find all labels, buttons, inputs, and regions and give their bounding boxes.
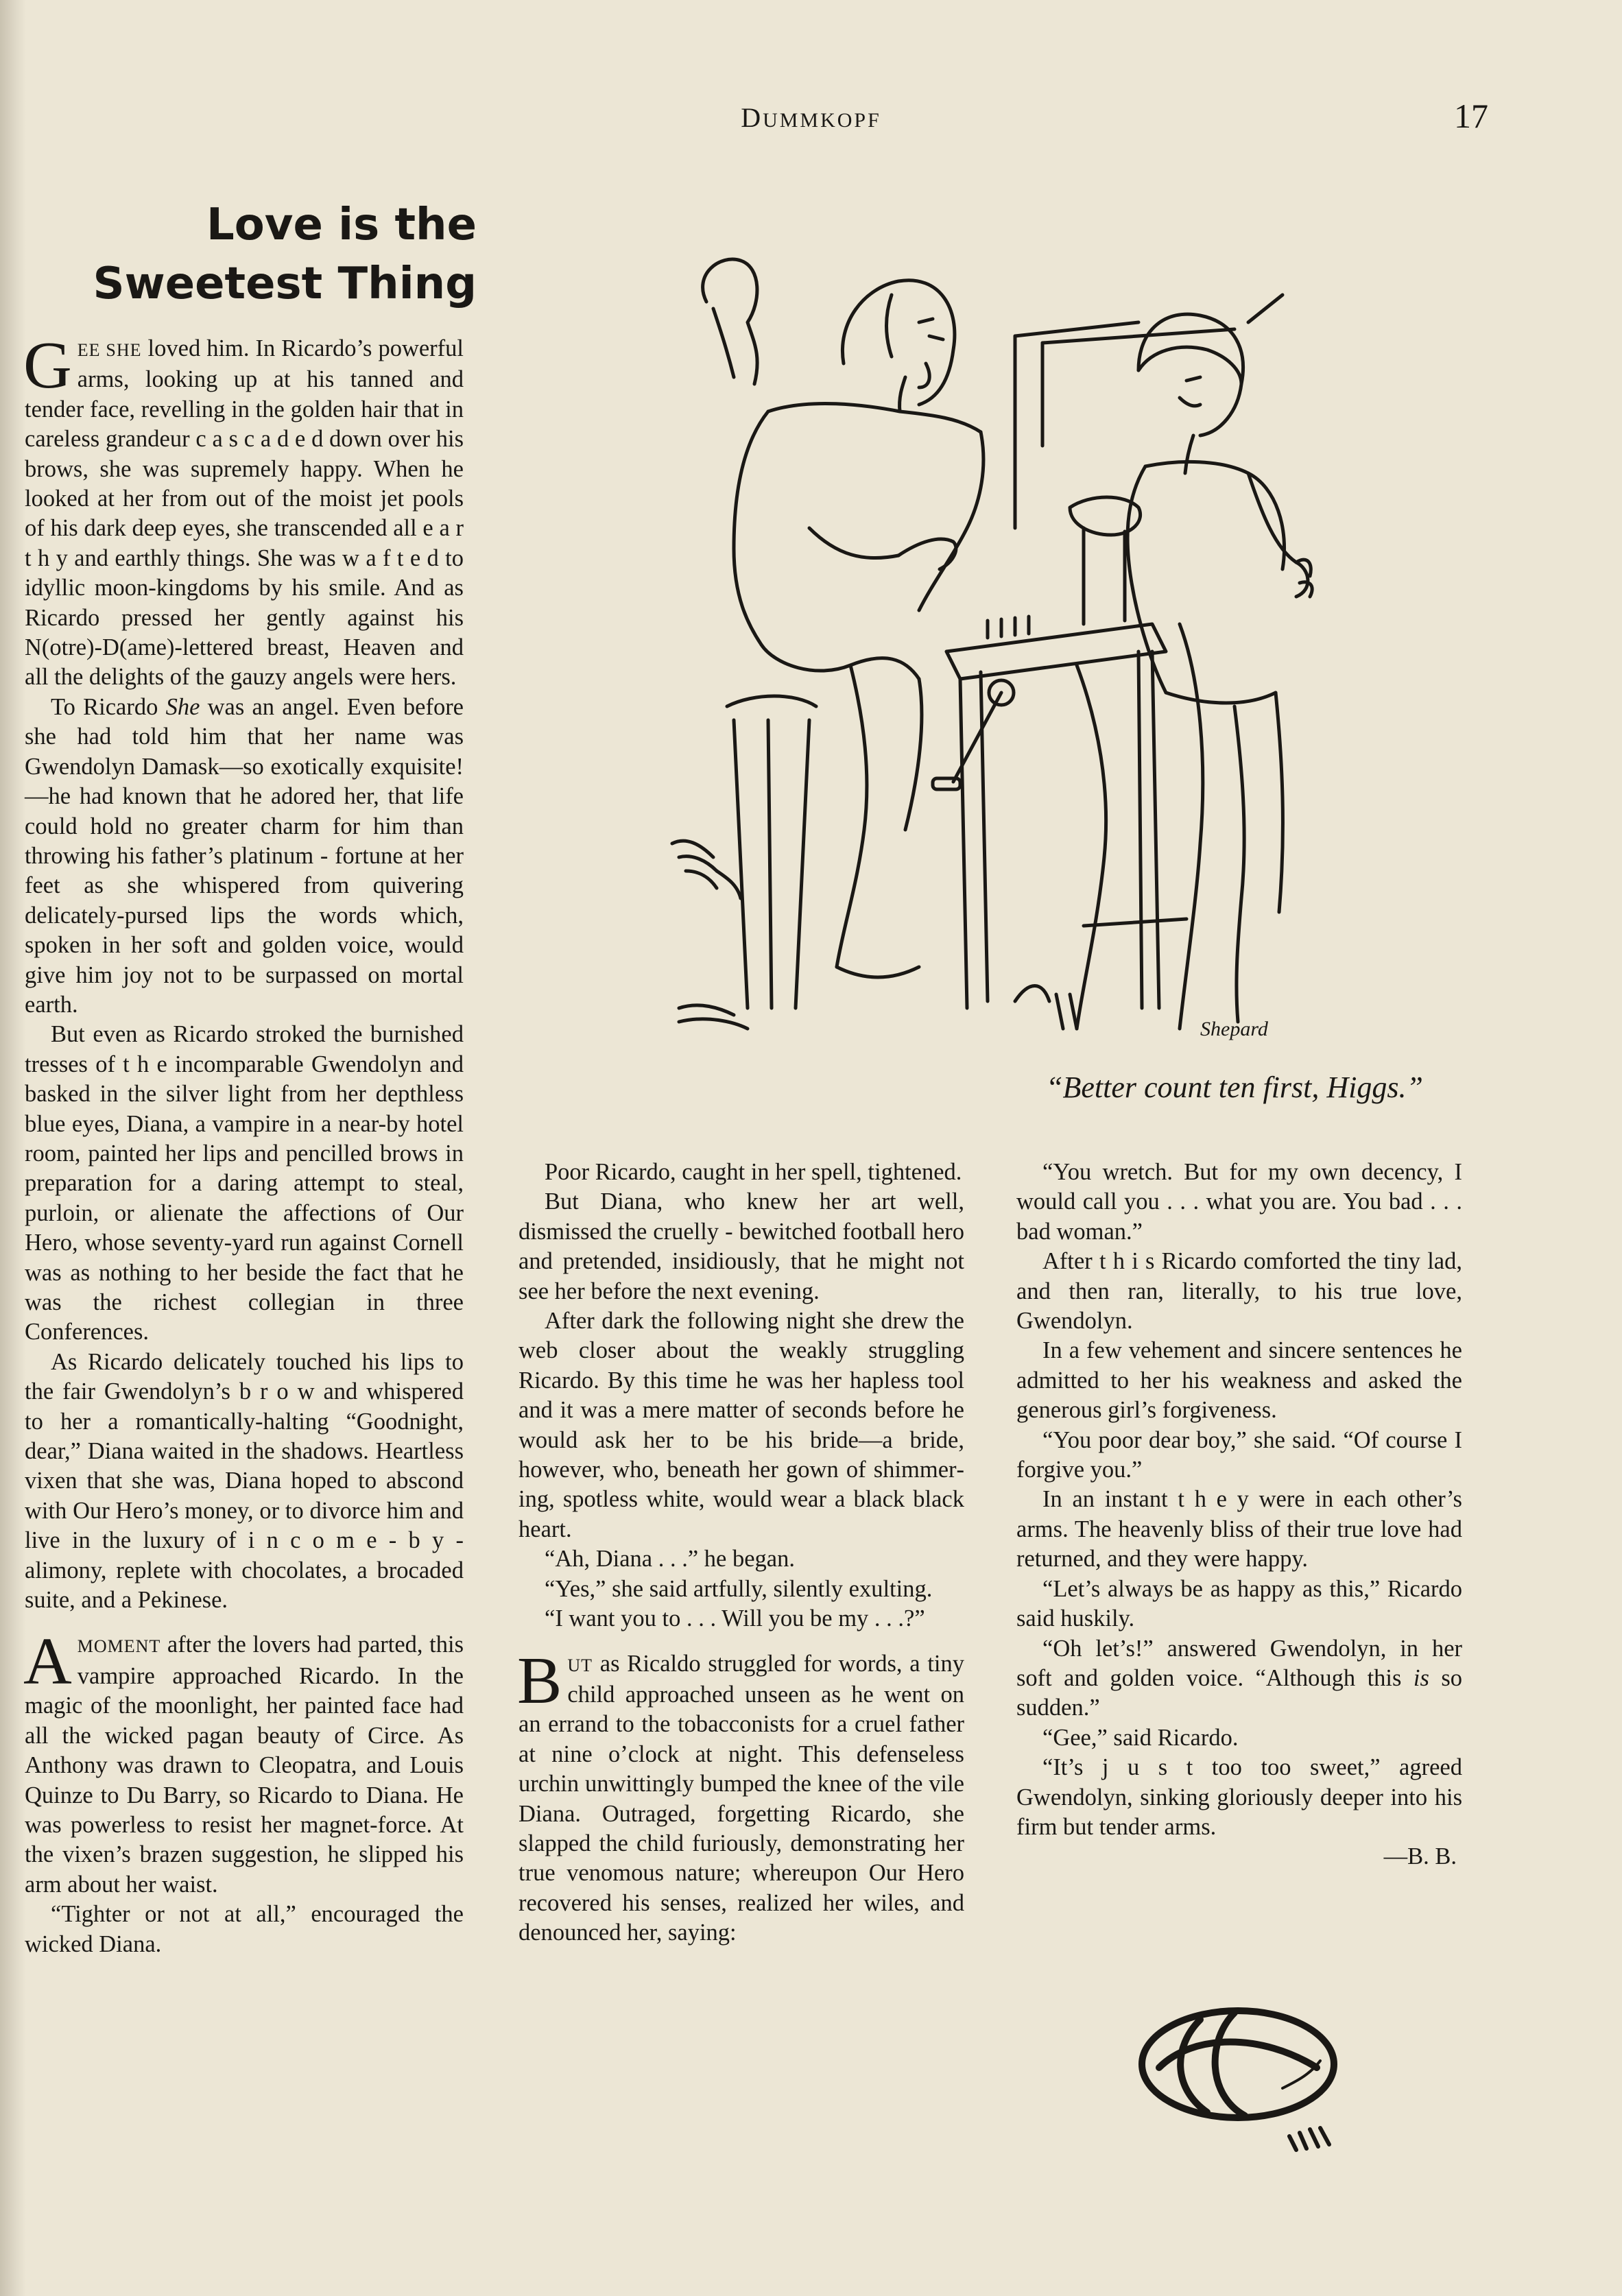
article-title: Love is the Sweetest Thing	[93, 200, 477, 309]
page-number: 17	[1454, 97, 1488, 135]
author-signature: —B. B.	[1383, 1843, 1457, 1870]
paragraph: “Let’s always be as happy as this,” Ricardo said huskily.	[1016, 1575, 1462, 1632]
paragraph	[23, 328, 464, 693]
drop-cap: A	[23, 1625, 72, 1699]
paragraph: After t h i s Ricardo comforted the tiny lad, and then ran, literally, to his true love, Gwendolyn.	[1016, 1248, 1462, 1335]
lead-in-smallcaps: MOMENT	[77, 1636, 161, 1657]
paragraph	[23, 1625, 464, 1900]
paragraph-text: after the lovers had parted, this vampire approached Ricardo. In the magic of the moonlight, her painted face had all the wicked pagan beauty of Circe. As Anthony was drawn to Cleopatra, and Louis Quinze to Du Barry, so Ricardo to Diana. He was powerless to resist her magnet-force. At the vixen’s brazen suggestion, he slipped his arm about her waist.	[25, 1631, 464, 1898]
running-head-initial: D	[741, 102, 763, 133]
paragraph-text: loved him. In Ricardo’s powerful arms, looking up at his tanned and tender face, revelling in the golden hair that in careless grandeur c a s c a d e d down over his brows, she was supremely happy. When he looked at her from out of the moist jet pools of his dark deep eyes, she transcended all e a r t h y and earthly things. She was w a f t e d to idyllic moon-kingdoms by his smile. And as Ricardo pressed her gently against his N(otre)-D(ame)-lettered breast, Heaven and all the delights of the gauzy angels were hers.	[25, 335, 464, 691]
lead-in-smallcaps: UT	[567, 1655, 593, 1675]
paragraph: But even as Ricardo stroked the burnished tresses of t h e incomparable Gwendolyn and basked in the silver light from her depthless blue eyes, Diana, a vampire in a near-by hotel room, painted her lips and pencilled brows in preparation for a daring attempt to steal, purloin, or alienate the affections of Our Hero, whose seventy-yard run against Cornell was as nothing to her beside the fact that he was the richest collegian in three Conferences.	[25, 1021, 464, 1346]
text-column-1	[23, 328, 464, 1959]
paragraph: After dark the following night she drew the web closer about the weakly struggling Ricardo. By this time he was her hapless tool and it was a mere matter of seconds before he would ask her to be his bride—a bride, however, who, beneath her gown of shimmering, spotless white, would wear a black black heart.	[518, 1308, 964, 1542]
paragraph: But Diana, who knew her art well, dismissed the cruelly - bewitched football hero and pretended, insidiously, that he might not see her before the next evening.	[518, 1188, 964, 1304]
text-column-3	[1016, 1158, 1462, 1872]
paragraph: “Oh let’s!” answered Gwendolyn, in her soft and golden voice. “Although this is so sudden.”	[1016, 1635, 1462, 1721]
paragraph: “Yes,” she said artfully, silently exulting.	[545, 1575, 933, 1602]
paragraph: “I want you to . . . Will you be my . . .?”	[545, 1605, 925, 1632]
paragraph: “Tighter or not at all,” encouraged the wicked Diana.	[25, 1901, 464, 1957]
paragraph: As Ricardo delicately touched his lips to the fair Gwendolyn’s b r o w and whispered to her a romantically-halting “Goodnight, dear,” Diana waited in the shadows. Heartless vixen that she was, Diana hoped to abscond with Our Hero’s money, or to divorce him and live in the luxury of i n c o m e - b y - alimony, replete with chocolates, a brocaded suite, and a Pekinese.	[25, 1348, 464, 1614]
paragraph: “Ah, Diana . . .” he began.	[545, 1546, 795, 1572]
page-binding-shadow	[0, 0, 26, 2296]
artist-signature: Shepard	[1200, 1018, 1268, 1040]
running-head	[0, 101, 1622, 134]
drop-cap: G	[23, 328, 72, 403]
paragraph: In an instant t h e y were in each other’s arms. The heavenly bliss of their true love had returned, and they were happy.	[1016, 1486, 1462, 1572]
paragraph: Poor Ricardo, caught in her spell, tightened.	[545, 1159, 962, 1185]
cartoon-caption: “Better count ten first, Higgs.”	[1046, 1071, 1423, 1104]
text-column-2	[518, 1158, 964, 1948]
paragraph: “Gee,” said Ricardo.	[1042, 1724, 1239, 1751]
paragraph: In a few vehement and sincere sentences he admitted to her his weakness and asked the generous girl’s forgiveness.	[1016, 1337, 1462, 1424]
paragraph: “You wretch. But for my own decency, I would call you . . . what you are. You bad . . . bad woman.”	[1016, 1159, 1462, 1245]
paragraph: “You poor dear boy,” she said. “Of course I forgive you.”	[1016, 1426, 1462, 1483]
paragraph-text: as Ricaldo struggled for words, a tiny child approached unseen as he went on an errand to the tobacconists for a cruel father at nine o’clock at night. This defenseless urchin unwittingly bumped the knee of the vile Diana. Outraged, forgetting Ricardo, she slapped the child furiously, demonstrating her true venomous nature; whereupon Our Hero recovered his senses, realized her wiles, and denounced her, saying:	[518, 1650, 964, 1946]
running-head-smallcaps: UMMKOPF	[763, 109, 881, 132]
paragraph: To Ricardo She was an angel. Even before she had told him that her name was Gwendolyn Damask—so exotically exquisite!—he had known that he adored her, that life could hold no greater charm for him than throwing his father’s platinum - fortune at her feet as she whispered from quivering delicately-pursed lips the words which, spoken in her soft and golden voice, would give him joy not to be surpassed on mortal earth.	[25, 693, 464, 1018]
cartoon-illustration	[658, 240, 1317, 1049]
drop-cap: B	[517, 1643, 562, 1718]
football-icon	[1125, 1992, 1358, 2157]
paragraph	[517, 1643, 964, 1948]
lead-in-smallcaps: EE SHE	[77, 340, 142, 360]
paragraph: “It’s j u s t too too sweet,” agreed Gwendolyn, sinking gloriously deeper into his firm but tender arms.	[1016, 1754, 1462, 1840]
